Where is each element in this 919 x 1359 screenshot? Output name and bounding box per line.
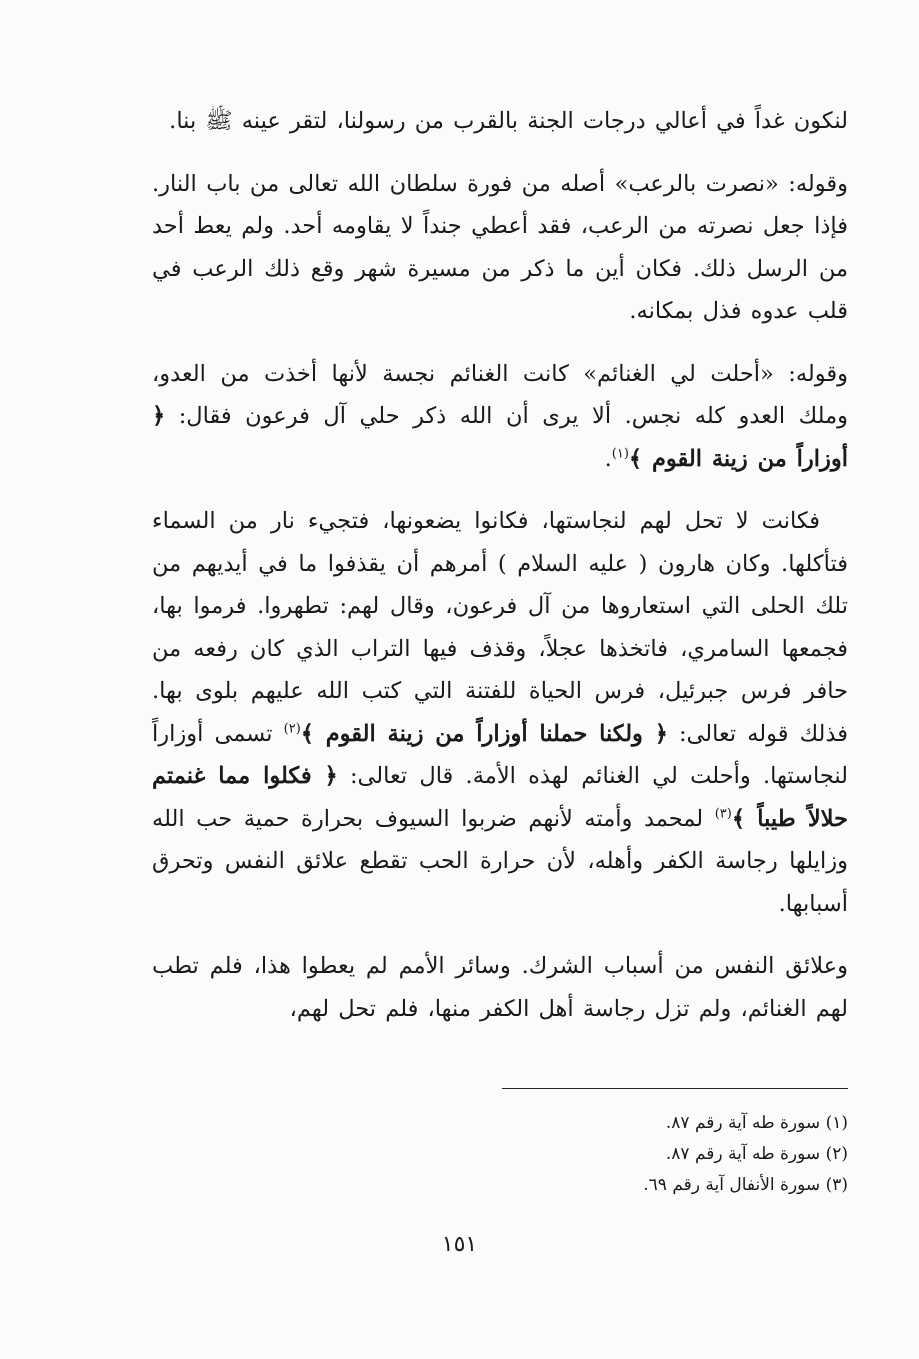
footnote-divider: [502, 1088, 848, 1089]
page-number: ١٥١: [441, 1232, 478, 1257]
quran-quote: ﴿ ولكنا حملنا أوزاراً من زينة القوم ﴾: [300, 720, 668, 747]
paragraph-3: [152, 353, 848, 481]
footnote-list: [152, 1108, 848, 1201]
text-segment: وقوله: «أحلت لي الغنائم» كانت الغنائم نجسة لأنها أخذت من العدو، وملك العدو كله نجس. ألا يرى أن الله ذكر حلي آل فرعون فقال:: [152, 360, 848, 429]
text-segment: لمحمد وأمته لأنهم ضربوا السيوف بحرارة حمية حب الله وزايلها رجاسة الكفر وأهله، لأن حرارة الحب تقطع علائق النفس وتحرق أسبابها.: [152, 805, 848, 917]
footnote-ref: (٣): [714, 806, 732, 821]
quran-quote: ﴿ فكلوا مما غنمتم حلالاً طيباً ﴾: [152, 763, 849, 832]
text-segment: فكانت لا تحل لهم لنجاستها، فكانوا يضعونها، فتجيء نار من السماء فتأكلها. وكان هارون ( عليه السلام ) أمرهم أن يقذفوا ما في أيديهم من تلك الحلى التي استعاروها من آل فرعون، وقال لهم: تطهروا. فرموا بها، فجمعها السامري، فاتخذها عجلاً، وقذف فيها التراب الذي كان رفعه من حافر فرس جبرئيل، فرس الحياة للفتنة التي كتب الله عليهم بلوى بها. فذلك قوله تعالى:: [152, 508, 848, 747]
main-text: [152, 100, 848, 1030]
paragraph-2: [152, 163, 848, 333]
page-body: [152, 100, 848, 1050]
footnote-1: (١) سورة طه آية رقم ٨٧.: [665, 1113, 848, 1133]
paragraph-5: [152, 945, 848, 1030]
text-segment: تسمى أوزاراً لنجاستها. وأحلت لي الغنائم لهذه الأمة. قال تعالى:: [152, 720, 848, 789]
paragraph-1: [152, 100, 848, 143]
text-segment: وقوله: «نصرت بالرعب» أصله من فورة سلطان الله تعالى من باب النار. فإذا جعل نصرته من الرعب، فقد أعطي جنداً لا يقاومه أحد. ولم يعط أحد من الرسل ذلك. فكان أين ما ذكر من مسيرة شهر وقع ذلك الرعب في قلب عدوه فذل بمكانه.: [152, 170, 848, 324]
quran-quote: ﴿ أوزاراً من زينة القوم ﴾: [152, 403, 848, 472]
footnote-3: (٣) سورة الأنفال آية رقم ٦٩.: [643, 1175, 848, 1195]
footnote-ref: (٢): [283, 721, 301, 736]
text-segment: لنكون غداً في أعالي درجات الجنة بالقرب من رسولنا، لتقر عينه ﷺ بنا.: [169, 108, 848, 134]
footnote-2: (٢) سورة طه آية رقم ٨٧.: [665, 1144, 848, 1164]
text-segment: وعلائق النفس من أسباب الشرك. وسائر الأمم لم يعطوا هذا، فلم تطب لهم الغنائم، ولم تزل رجاسة أهل الكفر منها، فلم تحل لهم،: [152, 953, 848, 1022]
text-segment: .: [604, 445, 612, 472]
footnote-ref: (١): [611, 446, 629, 461]
paragraph-4: [152, 500, 848, 925]
